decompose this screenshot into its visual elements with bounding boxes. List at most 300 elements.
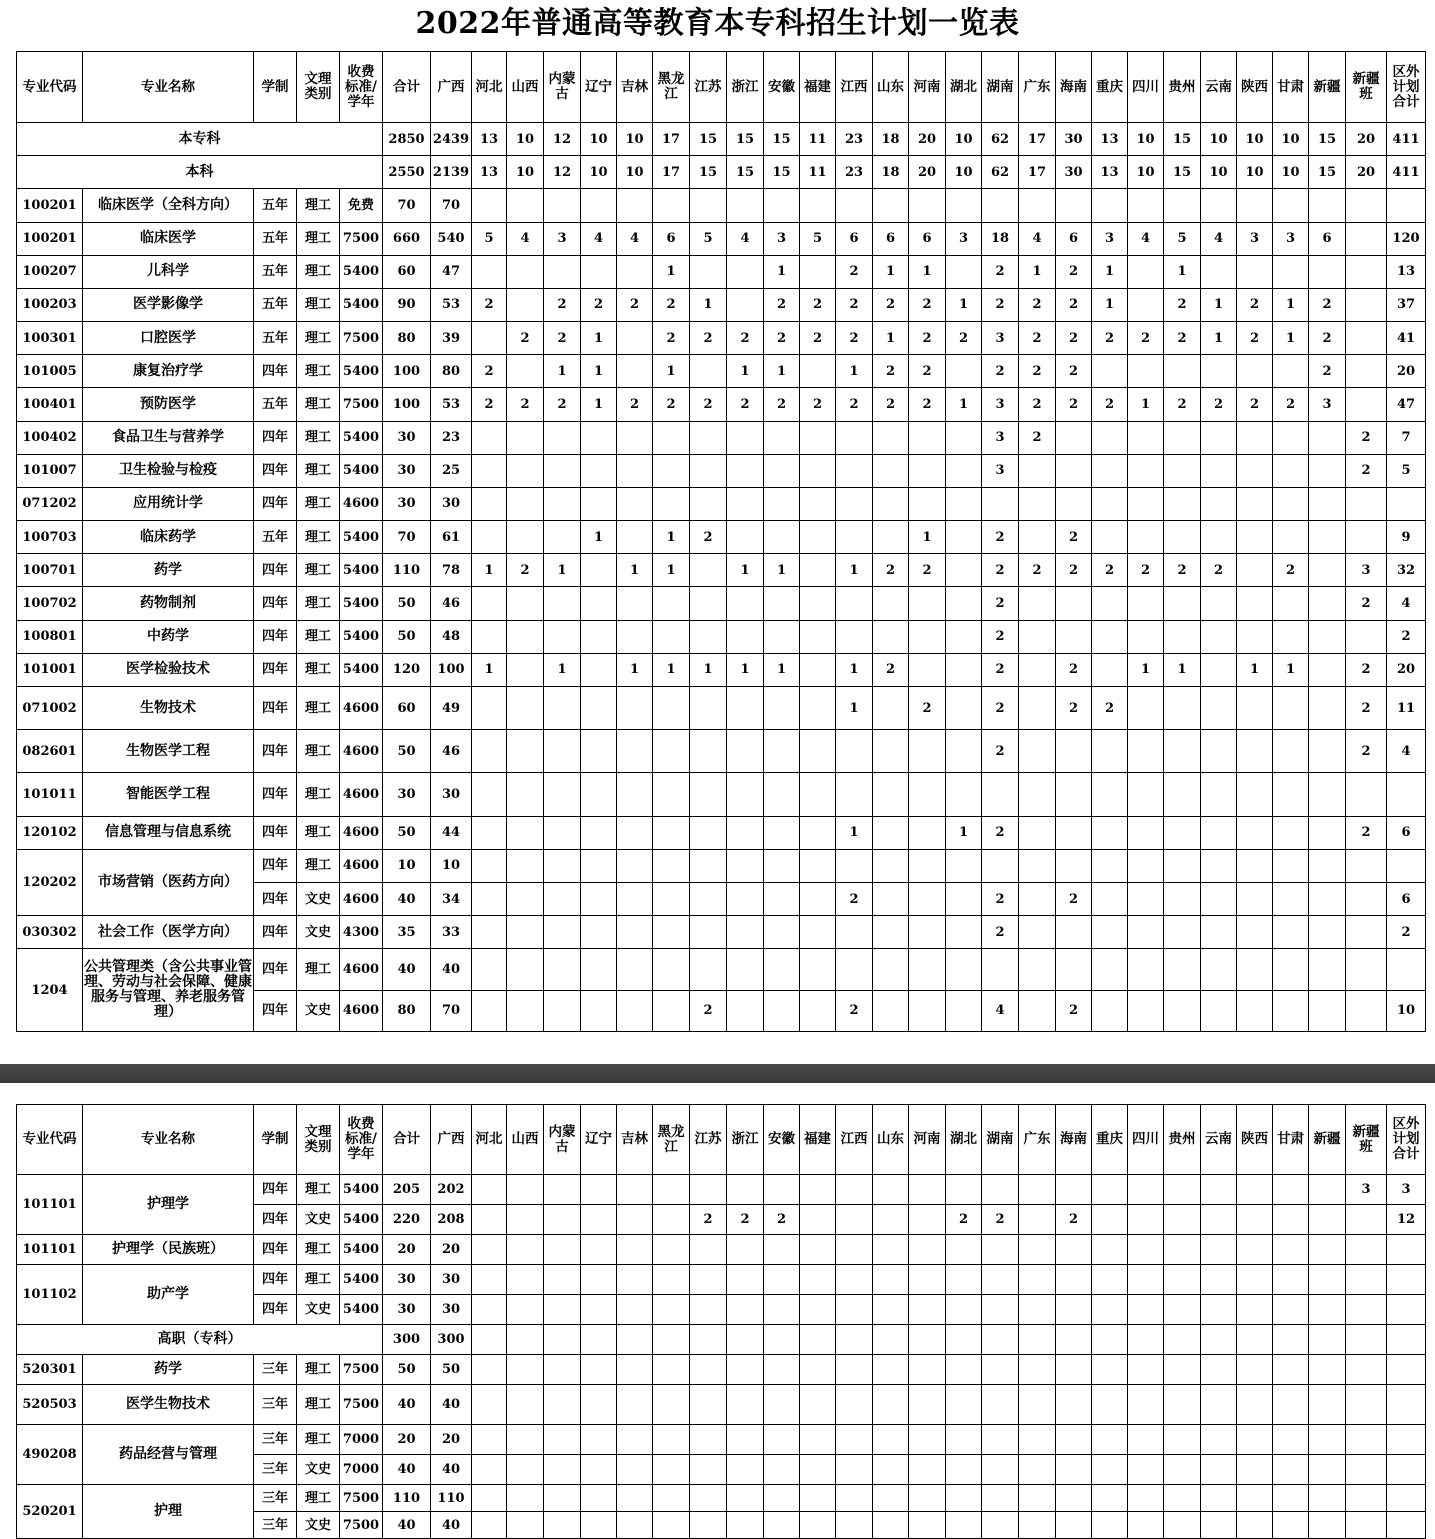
value-cell bbox=[909, 454, 946, 487]
category: 文史 bbox=[297, 1455, 340, 1485]
header-province: 四川 bbox=[1128, 1105, 1164, 1175]
value-cell bbox=[764, 1295, 800, 1325]
value-cell bbox=[507, 1295, 544, 1325]
value-cell bbox=[690, 587, 727, 620]
value-cell bbox=[800, 454, 836, 487]
duration: 四年 bbox=[254, 816, 297, 849]
value-cell: 10 bbox=[1128, 156, 1164, 189]
value-cell: 17 bbox=[1019, 156, 1056, 189]
value-cell: 2 bbox=[690, 1205, 727, 1235]
value-cell: 2 bbox=[690, 990, 727, 1031]
value-cell bbox=[690, 916, 727, 949]
value-cell bbox=[544, 1325, 581, 1355]
category: 理工 bbox=[297, 388, 340, 421]
value-cell: 6 bbox=[1309, 222, 1346, 255]
value-cell: 1 bbox=[653, 653, 690, 686]
fee: 4600 bbox=[340, 686, 383, 729]
value-cell bbox=[472, 849, 507, 882]
value-cell bbox=[507, 686, 544, 729]
major-name: 临床医学 bbox=[83, 222, 254, 255]
value-cell bbox=[1201, 1265, 1237, 1295]
value-cell bbox=[836, 1385, 873, 1425]
duration: 五年 bbox=[254, 222, 297, 255]
value-cell bbox=[1273, 816, 1309, 849]
value-cell: 2 bbox=[982, 686, 1019, 729]
value-cell bbox=[1056, 949, 1092, 990]
value-cell: 10 bbox=[617, 156, 653, 189]
value-cell bbox=[1346, 255, 1387, 288]
duration: 四年 bbox=[254, 454, 297, 487]
value-cell bbox=[507, 1205, 544, 1235]
section-row bbox=[17, 156, 1426, 189]
value-cell bbox=[1164, 355, 1201, 388]
value-cell bbox=[1309, 1485, 1346, 1512]
value-cell bbox=[653, 587, 690, 620]
value-cell: 1 bbox=[764, 554, 800, 587]
value-cell bbox=[1128, 1455, 1164, 1485]
table-row bbox=[17, 388, 1426, 421]
value-cell bbox=[1201, 421, 1237, 454]
header-province: 吉林 bbox=[617, 1105, 653, 1175]
value-cell: 2 bbox=[1056, 990, 1092, 1031]
value-cell bbox=[690, 1425, 727, 1455]
value-cell bbox=[653, 849, 690, 882]
value-cell bbox=[617, 882, 653, 915]
fee: 5400 bbox=[340, 454, 383, 487]
value-cell: 1 bbox=[544, 554, 581, 587]
value-cell: 6 bbox=[1387, 816, 1426, 849]
value-cell bbox=[690, 1355, 727, 1385]
table-row bbox=[17, 1235, 1426, 1265]
major-code: 101007 bbox=[17, 454, 83, 487]
value-cell bbox=[727, 1425, 764, 1455]
value-cell bbox=[946, 1485, 982, 1512]
value-cell bbox=[800, 990, 836, 1031]
value-cell bbox=[1128, 1485, 1164, 1512]
value-cell bbox=[727, 255, 764, 288]
value-cell: 37 bbox=[1387, 288, 1426, 321]
value-cell: 2 bbox=[1237, 322, 1273, 355]
fee: 4600 bbox=[340, 882, 383, 915]
value-cell bbox=[946, 1325, 982, 1355]
value-cell bbox=[1164, 1325, 1201, 1355]
value-cell: 1 bbox=[836, 686, 873, 729]
value-cell bbox=[1092, 1455, 1128, 1485]
value-cell: 30 bbox=[431, 487, 472, 520]
value-cell bbox=[507, 1325, 544, 1355]
value-cell: 12 bbox=[544, 123, 581, 156]
value-cell bbox=[617, 816, 653, 849]
value-cell bbox=[1164, 1235, 1201, 1265]
value-cell bbox=[946, 849, 982, 882]
duration: 四年 bbox=[254, 587, 297, 620]
value-cell bbox=[1164, 1205, 1201, 1235]
value-cell: 40 bbox=[383, 1455, 431, 1485]
value-cell: 10 bbox=[946, 156, 982, 189]
value-cell bbox=[1237, 255, 1273, 288]
fee: 5400 bbox=[340, 653, 383, 686]
value-cell bbox=[946, 990, 982, 1031]
fee: 7500 bbox=[340, 1512, 383, 1539]
major-code: 071002 bbox=[17, 686, 83, 729]
value-cell bbox=[836, 454, 873, 487]
value-cell bbox=[909, 620, 946, 653]
value-cell bbox=[909, 849, 946, 882]
value-cell: 2 bbox=[1309, 322, 1346, 355]
value-cell bbox=[1128, 730, 1164, 773]
value-cell bbox=[472, 421, 507, 454]
value-cell bbox=[764, 990, 800, 1031]
value-cell bbox=[690, 730, 727, 773]
value-cell bbox=[1201, 949, 1237, 990]
value-cell: 4 bbox=[1387, 730, 1426, 773]
major-code: 101001 bbox=[17, 653, 83, 686]
value-cell bbox=[1164, 521, 1201, 554]
fee: 5400 bbox=[340, 1205, 383, 1235]
value-cell bbox=[1019, 773, 1056, 816]
value-cell bbox=[472, 1355, 507, 1385]
value-cell bbox=[836, 1425, 873, 1455]
major-name: 护理学 bbox=[83, 1175, 254, 1235]
value-cell: 47 bbox=[1387, 388, 1426, 421]
duration: 四年 bbox=[254, 1205, 297, 1235]
value-cell: 13 bbox=[472, 156, 507, 189]
value-cell bbox=[1237, 554, 1273, 587]
value-cell bbox=[836, 620, 873, 653]
value-cell bbox=[581, 487, 617, 520]
fee: 5400 bbox=[340, 1235, 383, 1265]
value-cell bbox=[1346, 1235, 1387, 1265]
value-cell bbox=[982, 487, 1019, 520]
value-cell bbox=[581, 1512, 617, 1539]
value-cell bbox=[1164, 1265, 1201, 1295]
value-cell bbox=[544, 1265, 581, 1295]
value-cell bbox=[1019, 1425, 1056, 1455]
value-cell: 40 bbox=[383, 949, 431, 990]
value-cell: 10 bbox=[1237, 123, 1273, 156]
value-cell bbox=[1201, 587, 1237, 620]
fee: 4300 bbox=[340, 916, 383, 949]
value-cell: 30 bbox=[383, 421, 431, 454]
value-cell bbox=[1346, 1425, 1387, 1455]
value-cell: 3 bbox=[544, 222, 581, 255]
fee: 7500 bbox=[340, 322, 383, 355]
value-cell bbox=[1387, 1235, 1426, 1265]
value-cell: 3 bbox=[1346, 1175, 1387, 1205]
value-cell bbox=[800, 1295, 836, 1325]
header-total: 合计 bbox=[383, 52, 431, 123]
value-cell: 50 bbox=[383, 620, 431, 653]
value-cell bbox=[873, 189, 909, 222]
value-cell: 2 bbox=[800, 288, 836, 321]
value-cell bbox=[1309, 1325, 1346, 1355]
value-cell: 50 bbox=[383, 816, 431, 849]
duration: 四年 bbox=[254, 849, 297, 882]
table-row bbox=[17, 421, 1426, 454]
duration: 三年 bbox=[254, 1425, 297, 1455]
value-cell bbox=[1309, 1385, 1346, 1425]
value-cell bbox=[1273, 189, 1309, 222]
header-province: 重庆 bbox=[1092, 1105, 1128, 1175]
value-cell bbox=[727, 990, 764, 1031]
value-cell: 2 bbox=[507, 388, 544, 421]
value-cell bbox=[1309, 255, 1346, 288]
value-cell: 4 bbox=[727, 222, 764, 255]
value-cell bbox=[727, 454, 764, 487]
value-cell: 2 bbox=[653, 322, 690, 355]
value-cell: 1 bbox=[1019, 255, 1056, 288]
value-cell: 2 bbox=[1056, 322, 1092, 355]
value-cell: 2 bbox=[1346, 816, 1387, 849]
value-cell bbox=[836, 1265, 873, 1295]
value-cell bbox=[472, 1425, 507, 1455]
value-cell bbox=[836, 587, 873, 620]
value-cell bbox=[946, 421, 982, 454]
value-cell: 10 bbox=[1128, 123, 1164, 156]
duration: 四年 bbox=[254, 1295, 297, 1325]
category: 文史 bbox=[297, 1512, 340, 1539]
value-cell bbox=[653, 1295, 690, 1325]
value-cell bbox=[1237, 1455, 1273, 1485]
duration: 三年 bbox=[254, 1385, 297, 1425]
duration: 三年 bbox=[254, 1455, 297, 1485]
value-cell bbox=[1056, 916, 1092, 949]
fee: 7500 bbox=[340, 1385, 383, 1425]
duration: 四年 bbox=[254, 653, 297, 686]
value-cell: 1 bbox=[1092, 288, 1128, 321]
value-cell: 2 bbox=[1346, 730, 1387, 773]
value-cell: 411 bbox=[1387, 156, 1426, 189]
value-cell: 202 bbox=[431, 1175, 472, 1205]
value-cell bbox=[1309, 487, 1346, 520]
header-province: 湖北 bbox=[946, 52, 982, 123]
value-cell bbox=[544, 1235, 581, 1265]
value-cell bbox=[581, 1175, 617, 1205]
value-cell bbox=[1056, 421, 1092, 454]
value-cell: 13 bbox=[1092, 156, 1128, 189]
value-cell bbox=[873, 816, 909, 849]
value-cell bbox=[1309, 653, 1346, 686]
value-cell bbox=[544, 421, 581, 454]
value-cell bbox=[946, 487, 982, 520]
value-cell bbox=[1092, 587, 1128, 620]
value-cell bbox=[617, 1235, 653, 1265]
value-cell bbox=[982, 189, 1019, 222]
duration: 四年 bbox=[254, 1235, 297, 1265]
value-cell: 2 bbox=[1346, 587, 1387, 620]
value-cell bbox=[1056, 620, 1092, 653]
value-cell bbox=[982, 1265, 1019, 1295]
value-cell: 300 bbox=[431, 1325, 472, 1355]
value-cell: 205 bbox=[383, 1175, 431, 1205]
header-province: 浙江 bbox=[727, 1105, 764, 1175]
major-name: 康复治疗学 bbox=[83, 355, 254, 388]
major-name: 医学检验技术 bbox=[83, 653, 254, 686]
category: 理工 bbox=[297, 189, 340, 222]
value-cell bbox=[982, 1425, 1019, 1455]
value-cell: 2 bbox=[1128, 554, 1164, 587]
value-cell: 2 bbox=[1092, 322, 1128, 355]
value-cell bbox=[1056, 1265, 1092, 1295]
value-cell bbox=[909, 653, 946, 686]
value-cell bbox=[727, 1512, 764, 1539]
value-cell: 10 bbox=[507, 123, 544, 156]
header-province: 重庆 bbox=[1092, 52, 1128, 123]
value-cell bbox=[727, 189, 764, 222]
value-cell bbox=[507, 849, 544, 882]
value-cell bbox=[507, 421, 544, 454]
value-cell bbox=[1237, 1235, 1273, 1265]
value-cell bbox=[909, 816, 946, 849]
fee: 5400 bbox=[340, 521, 383, 554]
header-province: 湖南 bbox=[982, 1105, 1019, 1175]
category: 理工 bbox=[297, 587, 340, 620]
value-cell: 2 bbox=[690, 322, 727, 355]
value-cell bbox=[800, 355, 836, 388]
fee: 5400 bbox=[340, 620, 383, 653]
value-cell: 1 bbox=[836, 554, 873, 587]
value-cell bbox=[472, 521, 507, 554]
value-cell bbox=[946, 1385, 982, 1425]
value-cell bbox=[836, 1295, 873, 1325]
value-cell bbox=[653, 620, 690, 653]
major-name: 护理学（民族班） bbox=[83, 1235, 254, 1265]
value-cell bbox=[727, 1325, 764, 1355]
value-cell bbox=[764, 686, 800, 729]
category: 理工 bbox=[297, 1425, 340, 1455]
value-cell: 50 bbox=[383, 1355, 431, 1385]
header-fee: 收费 标准/ 学年 bbox=[340, 1105, 383, 1175]
value-cell: 2 bbox=[472, 355, 507, 388]
value-cell: 15 bbox=[727, 123, 764, 156]
value-cell bbox=[544, 487, 581, 520]
value-cell bbox=[873, 773, 909, 816]
value-cell bbox=[1164, 189, 1201, 222]
value-cell bbox=[544, 773, 581, 816]
value-cell bbox=[1164, 1355, 1201, 1385]
value-cell bbox=[1237, 1512, 1273, 1539]
value-cell bbox=[472, 949, 507, 990]
value-cell bbox=[727, 730, 764, 773]
value-cell bbox=[617, 521, 653, 554]
value-cell: 1 bbox=[1273, 288, 1309, 321]
value-cell: 62 bbox=[982, 123, 1019, 156]
value-cell bbox=[581, 454, 617, 487]
table-row bbox=[17, 849, 1426, 882]
value-cell bbox=[617, 949, 653, 990]
value-cell: 10 bbox=[1273, 123, 1309, 156]
value-cell: 2 bbox=[909, 388, 946, 421]
value-cell bbox=[800, 1175, 836, 1205]
value-cell bbox=[1273, 587, 1309, 620]
value-cell: 2 bbox=[472, 388, 507, 421]
value-cell: 2 bbox=[836, 288, 873, 321]
value-cell: 2 bbox=[1056, 882, 1092, 915]
major-code: 520301 bbox=[17, 1355, 83, 1385]
value-cell bbox=[617, 1265, 653, 1295]
value-cell: 1 bbox=[690, 288, 727, 321]
header-code: 专业代码 bbox=[17, 52, 83, 123]
value-cell bbox=[1309, 421, 1346, 454]
value-cell bbox=[727, 849, 764, 882]
value-cell: 2 bbox=[1019, 288, 1056, 321]
value-cell: 2 bbox=[873, 355, 909, 388]
header-fee: 收费 标准/ 学年 bbox=[340, 52, 383, 123]
value-cell bbox=[472, 916, 507, 949]
value-cell: 3 bbox=[1273, 222, 1309, 255]
value-cell: 2 bbox=[836, 322, 873, 355]
value-cell: 2 bbox=[836, 990, 873, 1031]
category: 理工 bbox=[297, 421, 340, 454]
value-cell: 2 bbox=[617, 288, 653, 321]
fee: 5400 bbox=[340, 554, 383, 587]
major-code: 100203 bbox=[17, 288, 83, 321]
major-name: 药学 bbox=[83, 554, 254, 587]
category: 理工 bbox=[297, 454, 340, 487]
value-cell bbox=[1019, 1235, 1056, 1265]
table-row bbox=[17, 1175, 1426, 1205]
value-cell: 10 bbox=[1201, 156, 1237, 189]
value-cell bbox=[581, 1425, 617, 1455]
value-cell bbox=[982, 949, 1019, 990]
value-cell: 7 bbox=[1387, 421, 1426, 454]
value-cell bbox=[617, 355, 653, 388]
value-cell: 15 bbox=[1309, 123, 1346, 156]
value-cell bbox=[1201, 730, 1237, 773]
value-cell bbox=[1237, 1385, 1273, 1425]
value-cell bbox=[873, 1455, 909, 1485]
value-cell bbox=[1019, 849, 1056, 882]
value-cell bbox=[909, 990, 946, 1031]
value-cell bbox=[836, 1235, 873, 1265]
value-cell: 15 bbox=[764, 123, 800, 156]
value-cell bbox=[1309, 1512, 1346, 1539]
value-cell bbox=[617, 421, 653, 454]
value-cell bbox=[800, 620, 836, 653]
value-cell: 2 bbox=[982, 730, 1019, 773]
value-cell: 2 bbox=[1346, 454, 1387, 487]
value-cell: 3 bbox=[982, 388, 1019, 421]
value-cell bbox=[1019, 1455, 1056, 1485]
value-cell bbox=[764, 1355, 800, 1385]
value-cell bbox=[1346, 288, 1387, 321]
value-cell: 17 bbox=[1019, 123, 1056, 156]
value-cell: 2 bbox=[1056, 521, 1092, 554]
value-cell: 2 bbox=[1273, 388, 1309, 421]
value-cell: 5 bbox=[1164, 222, 1201, 255]
value-cell: 2 bbox=[1056, 1205, 1092, 1235]
table-row bbox=[17, 1425, 1426, 1455]
value-cell bbox=[507, 949, 544, 990]
major-code: 120202 bbox=[17, 849, 83, 915]
value-cell bbox=[1164, 882, 1201, 915]
value-cell bbox=[873, 990, 909, 1031]
category: 文史 bbox=[297, 916, 340, 949]
fee: 7500 bbox=[340, 388, 383, 421]
header-province: 海南 bbox=[1056, 1105, 1092, 1175]
value-cell bbox=[507, 487, 544, 520]
value-cell bbox=[946, 1355, 982, 1385]
major-code: 101101 bbox=[17, 1235, 83, 1265]
value-cell bbox=[472, 322, 507, 355]
value-cell bbox=[1309, 454, 1346, 487]
value-cell bbox=[1273, 882, 1309, 915]
table-row bbox=[17, 454, 1426, 487]
value-cell bbox=[653, 1425, 690, 1455]
value-cell bbox=[544, 1295, 581, 1325]
header-province: 山东 bbox=[873, 52, 909, 123]
value-cell bbox=[1346, 882, 1387, 915]
